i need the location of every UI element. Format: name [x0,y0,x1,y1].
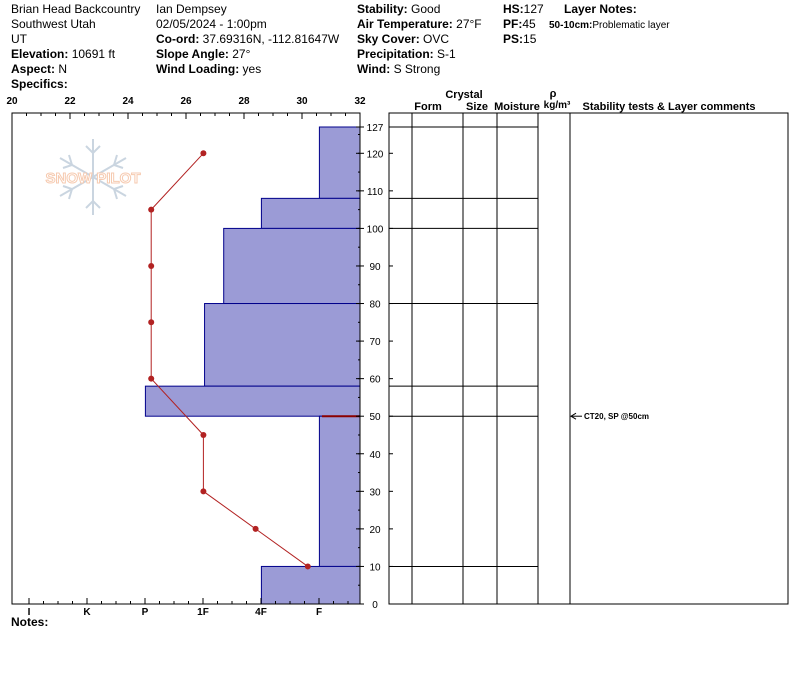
datetime: 02/05/2024 - 1:00pm [156,17,267,31]
layer-note-range: 50-10cm: [549,20,593,31]
aspect-value: N [58,62,68,76]
temperature-point-7 [253,526,259,532]
location: Brian Head Backcountry [11,2,141,16]
form-header: Form [414,101,442,113]
height-tick-label-3: 30 [369,487,381,499]
height-tick-label-10: 100 [366,224,384,236]
notes-label: Notes: [11,615,49,629]
hardness-layer-1 [261,198,360,228]
height-tick-label-1: 10 [369,562,381,574]
crystal-header: Crystal [445,89,483,101]
air-temp-label: Air Temperature: [357,17,453,31]
hardness-tick-label-0: I [27,607,31,618]
comment-text: CT20, SP @50cm [584,412,650,422]
height-tick-label-9: 90 [369,261,381,273]
slope-value: 27° [232,47,251,61]
comments-header: Stability tests & Layer comments [582,101,756,113]
logo-text: SNOW PILOT [45,170,141,187]
elevation-label: Elevation: [11,47,69,61]
hardness-layer-5 [319,416,360,566]
temp-tick-label-6: 32 [354,96,366,107]
moisture-header: Moisture [494,101,540,113]
region: Southwest Utah [11,17,96,31]
hs-label: HS: [503,2,524,16]
temp-tick-label-3: 26 [180,96,192,107]
pf-value: 45 [522,17,536,31]
temperature-point-8 [305,563,311,569]
coord-value: 37.69316N, -112.81647W [202,32,340,46]
layer-note-text: Problematic layer [592,20,670,31]
temp-tick-label-5: 30 [296,96,308,107]
height-tick-label-13: 127 [366,123,384,134]
table-frame [389,113,788,604]
specifics-label: Specifics: [11,77,68,91]
temperature-point-2 [148,263,154,269]
hardness-tick-label-2: P [141,607,149,618]
sky-label: Sky Cover: [357,32,420,46]
stability-label: Stability: [357,2,408,16]
coord-label: Co-ord: [156,32,200,46]
height-tick-label-12: 120 [366,149,384,161]
height-tick-label-6: 60 [369,374,381,386]
temperature-point-5 [200,432,206,438]
height-tick-label-11: 110 [367,186,383,198]
hs-value: 127 [523,2,544,16]
hardness-layer-6 [261,566,360,604]
hardness-layer-4 [145,386,360,416]
hardness-tick-label-4: 4F [255,607,267,618]
hardness-tick-label-1: K [83,607,91,618]
hardness-layer-2 [224,228,360,303]
temperature-point-1 [148,207,154,213]
temp-tick-label-0: 20 [6,96,18,107]
wind-value: S Strong [393,62,441,76]
slope-label: Slope Angle: [156,47,229,61]
height-tick-label-0: 0 [372,600,378,611]
state: UT [11,32,27,46]
height-tick-label-2: 20 [369,524,381,536]
observer: Ian Dempsey [156,2,227,16]
hardness-tick-label-3: 1F [197,607,209,618]
temp-tick-label-2: 24 [122,96,134,107]
wind-label: Wind: [357,62,391,76]
sky-value: OVC [423,32,450,46]
precip-value: S-1 [437,47,456,61]
temp-tick-label-1: 22 [64,96,76,107]
ps-label: PS: [503,32,524,46]
temperature-point-4 [148,376,154,382]
layer-table [389,88,788,604]
ps-value: 15 [523,32,537,46]
rho-header: ρ [549,88,557,100]
snowpilot-logo [46,139,141,215]
elevation-value: 10691 ft [71,47,116,61]
hardness-tick-label-5: F [315,607,323,618]
hardness-layer-0 [319,127,360,198]
aspect-label: Aspect: [11,62,56,76]
height-tick-label-5: 50 [369,412,381,424]
hardness-layer-3 [205,304,360,387]
stability-value: Good [411,2,441,16]
density-unit-header: kg/m³ [543,100,571,111]
height-tick-label-4: 40 [369,449,381,461]
precip-label: Precipitation: [357,47,434,61]
layer-notes-label: Layer Notes: [564,2,637,16]
temperature-point-3 [148,319,154,325]
height-tick-label-7: 70 [369,337,381,349]
temperature-point-0 [200,150,206,156]
size-header: Size [465,101,489,113]
air-temp-value: 27°F [456,17,482,31]
pf-label: PF: [503,17,523,31]
temp-tick-label-4: 28 [238,96,250,107]
temperature-point-6 [200,488,206,494]
height-tick-label-8: 80 [369,299,381,311]
wind-loading-value: yes [242,62,262,76]
wind-loading-label: Wind Loading: [156,62,240,76]
